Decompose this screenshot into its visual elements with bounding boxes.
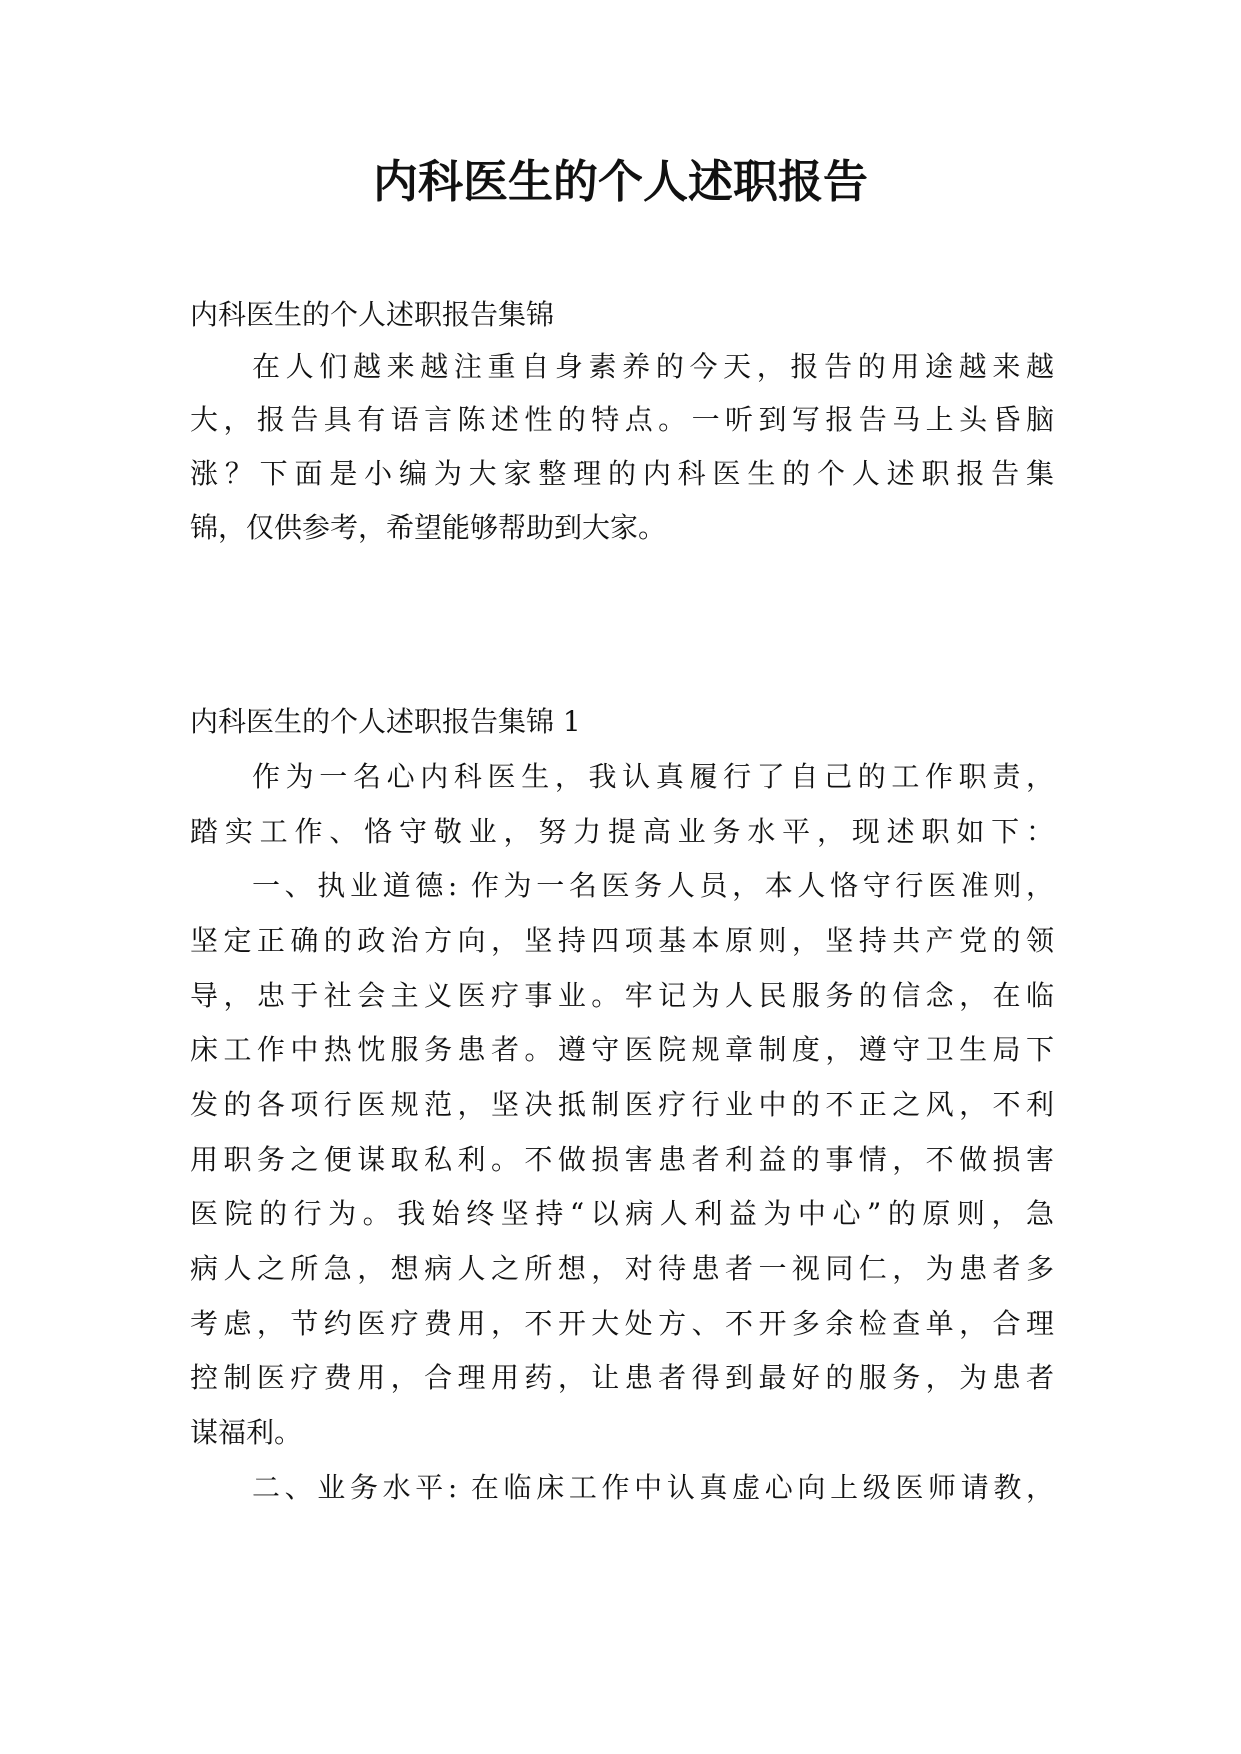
paragraph-line: 考虑，节约医疗费用，不开大处方、不开多余检查单，合理	[190, 1307, 1054, 1340]
paragraph-line: 一、执业道德: 作为一名医务人员，本人恪守行医准则，	[252, 869, 1054, 902]
paragraph-line: 谋福利。	[190, 1416, 303, 1449]
paragraph-line: 导，忠于社会主义医疗事业。牢记为人民服务的信念，在临	[190, 979, 1054, 1012]
paragraph-line: 病人之所急，想病人之所想，对待患者一视同仁，为患者多	[190, 1252, 1054, 1285]
paragraph-line: 作为一名心内科医生，我认真履行了自己的工作职责，	[252, 760, 1054, 793]
section-heading: 内科医生的个人述职报告集锦	[190, 298, 555, 331]
document-title: 内科医生的个人述职报告	[372, 155, 868, 208]
paragraph-line: 发的各项行医规范，坚决抵制医疗行业中的不正之风，不利	[190, 1088, 1054, 1121]
paragraph-line: 二、业务水平: 在临床工作中认真虚心向上级医师请教，	[252, 1471, 1054, 1504]
paragraph-line: 床工作中热忱服务患者。遵守医院规章制度，遵守卫生局下	[190, 1033, 1054, 1066]
paragraph-line: 锦，仅供参考，希望能够帮助到大家。	[190, 511, 667, 544]
paragraph-line: 控制医疗费用，合理用药，让患者得到最好的服务，为患者	[190, 1361, 1054, 1394]
paragraph-line: 在人们越来越注重自身素养的今天，报告的用途越来越	[252, 350, 1054, 383]
section-heading: 内科医生的个人述职报告集锦 1	[190, 705, 581, 738]
paragraph-line: 踏实工作、恪守敬业，努力提高业务水平，现述职如下：	[190, 815, 1054, 848]
paragraph-line: 用职务之便谋取私利。不做损害患者利益的事情，不做损害	[190, 1143, 1054, 1176]
paragraph-line: 大，报告具有语言陈述性的特点。一听到写报告马上头昏脑	[190, 403, 1054, 436]
paragraph-line: 涨？下面是小编为大家整理的内科医生的个人述职报告集	[190, 457, 1054, 490]
paragraph-line: 坚定正确的政治方向，坚持四项基本原则，坚持共产党的领	[190, 924, 1054, 957]
paragraph-line: 医院的行为。我始终坚持“以病人利益为中心”的原则，急	[190, 1197, 1054, 1230]
